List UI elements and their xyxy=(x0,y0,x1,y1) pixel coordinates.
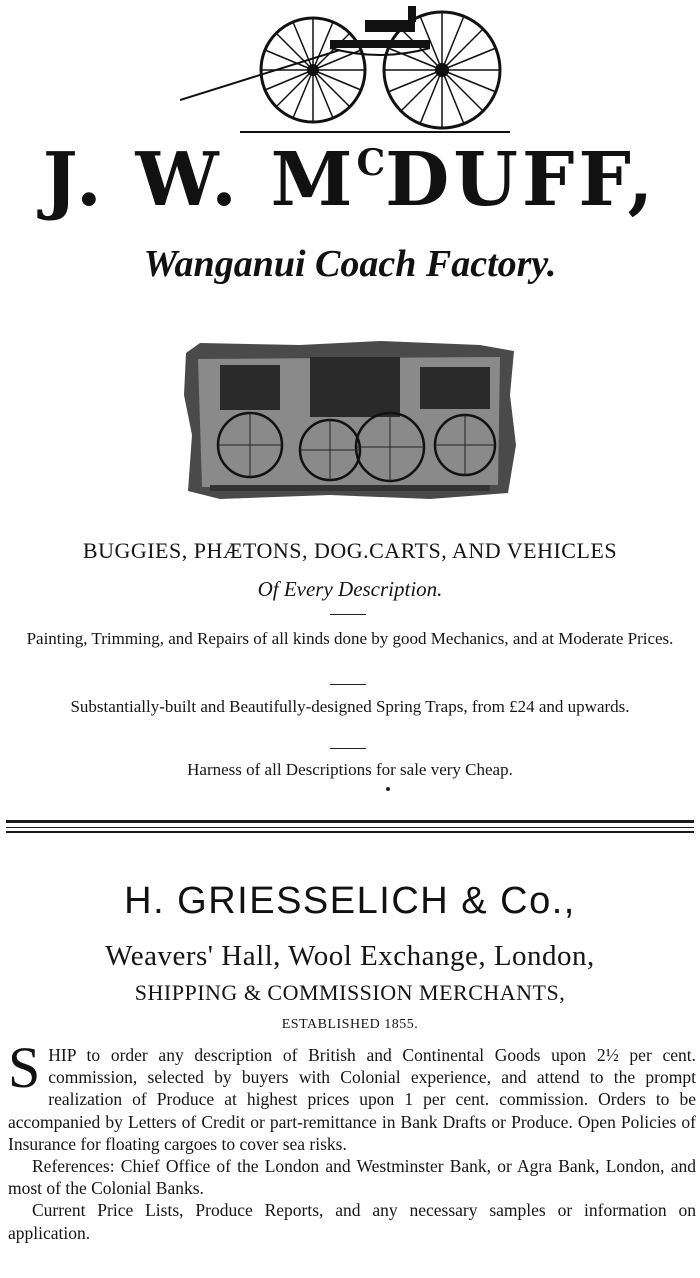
name-part-2: DUFF, xyxy=(385,137,658,223)
advert-separator xyxy=(6,827,694,828)
vehicles-heading: BUGGIES, PHÆTONS, DOG.CARTS, AND VEHICLES xyxy=(82,538,618,563)
traps-paragraph: Substantially-built and Beautifully-designed Spring Traps, from £24 and upwards. xyxy=(70,697,630,716)
advert-separator xyxy=(6,831,694,833)
paragraph-1 xyxy=(8,1035,696,1155)
paragraph-2: References: Chief Office of the London and Westminster Bank, or Agra Bank, London, and most of the Colonial Banks. xyxy=(8,1156,696,1199)
paragraph-3: Current Price Lists, Produce Reports, and any necessary samples or information on application. xyxy=(8,1200,696,1243)
paragraph-1-text: HIP to order any description of British and Continental Goods upon 2½ per cent. commission, selected by buyers with Colonial experience, and attend to the prompt realization of Produce at highest prices upon 1 per cent. commission. Orders to be accompanied by Letters of Credit or part-remittance in Bank Drafts or Produce. Open Policies of Insurance for floating cargoes to cover sea risks. xyxy=(8,1045,696,1154)
dot-mark xyxy=(386,787,390,791)
buggy-illustration xyxy=(180,0,520,138)
short-rule xyxy=(330,748,366,749)
merchants-heading: SHIPPING & COMMISSION MERCHANTS, xyxy=(134,980,566,1005)
company-address: Weavers' Hall, Wool Exchange, London, xyxy=(105,940,595,972)
harness-line: Harness of all Descriptions for sale very Cheap. xyxy=(187,760,513,779)
carriage-engraving xyxy=(180,335,520,505)
name-superscript: C xyxy=(356,142,386,184)
every-description: Of Every Description. xyxy=(257,577,443,601)
body-text xyxy=(8,1035,696,1244)
business-name xyxy=(0,137,700,223)
short-rule xyxy=(330,684,366,685)
drop-cap: S xyxy=(8,1035,41,1100)
factory-subtitle: Wanganui Coach Factory. xyxy=(143,243,557,285)
advert-separator xyxy=(6,820,694,823)
short-rule xyxy=(330,614,366,615)
painting-paragraph: Painting, Trimming, and Repairs of all kinds done by good Mechanics, and at Moderate Prices. xyxy=(26,629,674,648)
established-line: ESTABLISHED 1855. xyxy=(281,1017,419,1032)
company-name: H. GRIESSELICH & Co., xyxy=(124,880,576,922)
name-part-1: J. W. M xyxy=(42,137,357,223)
